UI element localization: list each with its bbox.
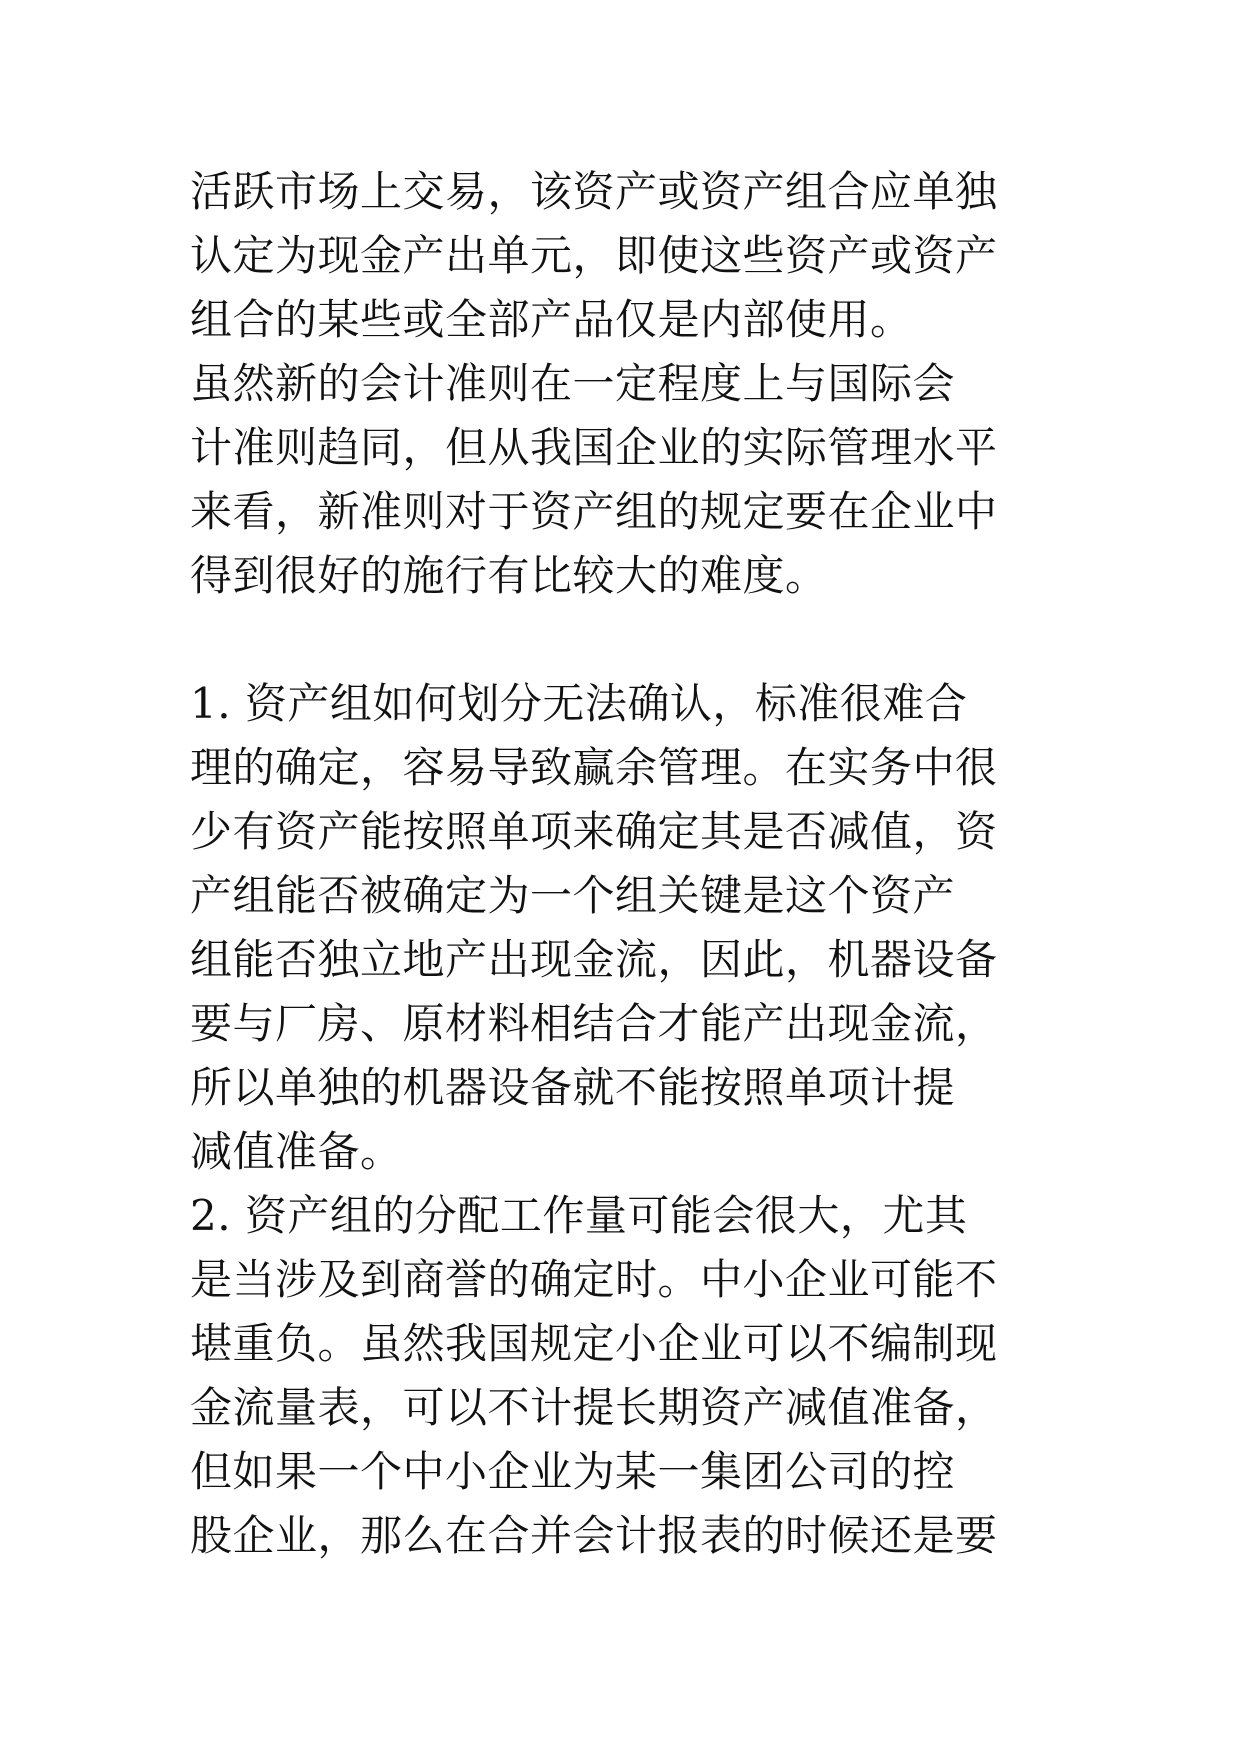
text-line: 股企业，那么在合并会计报表的时候还是要	[190, 1511, 998, 1560]
text-line: 要与厂房、原材料相结合才能产出现金流，	[190, 999, 998, 1048]
text-line: 理的确定，容易导致赢余管理。在实务中很	[190, 743, 998, 792]
text-line: 来看，新准则对于资产组的规定要在企业中	[190, 487, 998, 536]
text-line: 组合的某些或全部产品仅是内部使用。	[190, 295, 913, 344]
text-line: 计准则趋同，但从我国企业的实际管理水平	[190, 423, 998, 472]
paragraph-gap	[190, 608, 1150, 672]
text-line: 认定为现金产出单元，即使这些资产或资产	[190, 231, 998, 280]
text-line: 堪重负。虽然我国规定小企业可以不编制现	[190, 1319, 998, 1368]
text-line: 虽然新的会计准则在一定程度上与国际会	[190, 359, 956, 408]
text-line: 所以单独的机器设备就不能按照单项计提	[190, 1063, 956, 1112]
text-line: 金流量表，可以不计提长期资产减值准备，	[190, 1383, 998, 1432]
text-line: 减值准备。	[190, 1127, 403, 1176]
text-line: 产组能否被确定为一个组关键是这个资产	[190, 871, 956, 920]
text-line: 少有资产能按照单项来确定其是否减值，资	[190, 807, 998, 856]
body-text	[190, 160, 1150, 1568]
text-line: 是当涉及到商誉的确定时。中小企业可能不	[190, 1255, 998, 1304]
text-line: 组能否独立地产出现金流，因此，机器设备	[190, 935, 998, 984]
text-line: 得到很好的施行有比较大的难度。	[190, 551, 828, 600]
text-line: 但如果一个中小企业为某一集团公司的控	[190, 1447, 956, 1496]
text-line: 2. 资产组的分配工作量可能会很大，尤其	[190, 1191, 968, 1240]
text-line: 活跃市场上交易，该资产或资产组合应单独	[190, 167, 998, 216]
text-line: 1. 资产组如何划分无法确认，标准很难合	[190, 679, 968, 728]
